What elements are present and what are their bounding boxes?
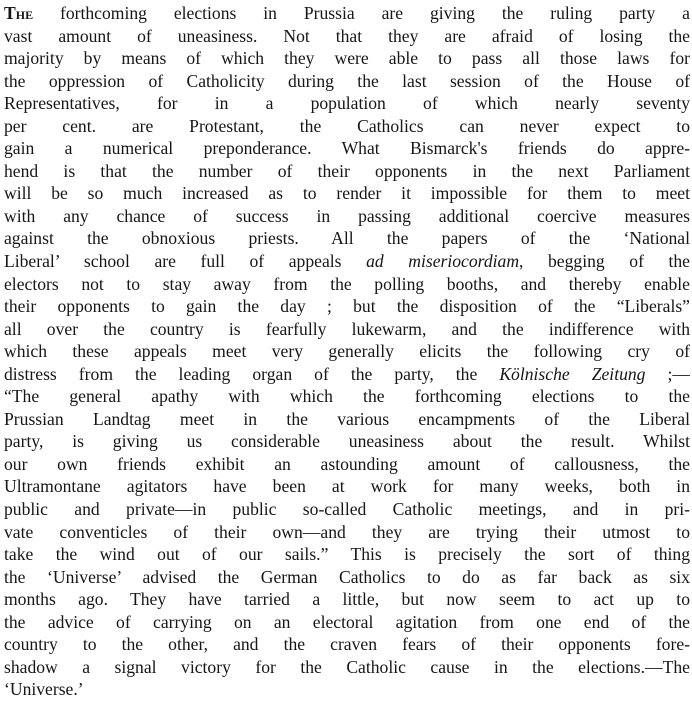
text-segment: the ‘Universe’ advised the German Catholics to do as far back as six (4, 566, 690, 587)
article-line (4, 588, 690, 611)
text-segment: ‘Universe.’ (4, 679, 84, 700)
article-line (4, 656, 690, 679)
text-segment: gain a numerical preponderance. What Bismarck's friends do appre- (4, 138, 690, 159)
article-line (4, 2, 690, 25)
italic-text: ad miseriocordiam (366, 251, 520, 272)
article-line (4, 408, 690, 431)
text-segment: vate conventicles of their own—and they are trying their utmost to (4, 521, 690, 542)
article-line (4, 137, 690, 160)
article-line (4, 318, 690, 341)
article-line (4, 160, 690, 183)
text-segment: which these appeals meet very generally elicits the following cry of (4, 341, 690, 362)
article-line (4, 340, 690, 363)
article-line (4, 182, 690, 205)
article-line (4, 227, 690, 250)
text-segment: , begging of the (519, 251, 690, 272)
text-segment: forthcoming elections in Prussia are giving the ruling party a (33, 3, 690, 23)
article-line (4, 70, 690, 93)
text-segment: per cent. are Protestant, the Catholics can never expect to (4, 115, 690, 136)
article-line (4, 566, 690, 589)
article-line (4, 273, 690, 296)
text-segment: “The general apathy with which the forthcoming elections to the (4, 386, 690, 407)
text-segment: hend is that the number of their opponents in the next Parliament (4, 160, 690, 181)
text-segment: ;— (645, 363, 690, 384)
text-segment: all over the country is fearfully lukewarm, and the indifference with (4, 318, 690, 339)
text-segment: the advice of carrying on an electoral agitation from one end of the (4, 611, 690, 632)
text-segment: with any chance of success in passing additional coercive measures (4, 205, 690, 226)
text-segment: against the obnoxious priests. All the papers of the ‘National (4, 228, 690, 249)
text-segment: The (4, 3, 34, 23)
text-segment: Liberal’ school are full of appeals (4, 251, 367, 272)
text-segment: vast amount of uneasiness. Not that they are afraid of losing the (4, 25, 690, 46)
italic-text: Kölnische Zeitung (499, 363, 646, 384)
article-line (4, 250, 690, 273)
article-line (4, 47, 690, 70)
article-line (4, 363, 690, 386)
article-line (4, 611, 690, 634)
text-segment: our own friends exhibit an astounding amount of callousness, the (4, 453, 690, 474)
text-segment: party, is giving us considerable uneasiness about the result. Whilst (4, 431, 690, 452)
article-line (4, 543, 690, 566)
news-article (4, 2, 690, 701)
article-line (4, 205, 690, 228)
article-line (4, 430, 690, 453)
article-line (4, 475, 690, 498)
text-segment: distress from the leading organ of the party, the (4, 363, 500, 384)
text-segment: shadow a signal victory for the Catholic cause in the elections.—The (4, 656, 690, 677)
article-line (4, 115, 690, 138)
article-line (4, 92, 690, 115)
text-segment: months ago. They have tarried a little, but now seem to act up to (4, 589, 690, 610)
text-segment: their opponents to gain the day ; but the disposition of the “Liberals” (4, 296, 690, 317)
text-segment: majority by means of which they were able to pass all those laws for (4, 48, 690, 69)
text-segment: the oppression of Catholicity during the last session of the House of (4, 70, 690, 91)
article-line (4, 25, 690, 48)
text-segment: Prussian Landtag meet in the various encampments of the Liberal (4, 408, 690, 429)
article-line (4, 498, 690, 521)
text-segment: Representatives, for in a population of which nearly seventy (4, 93, 690, 114)
text-segment: electors not to stay away from the polling booths, and thereby enable (4, 273, 690, 294)
text-segment: will be so much increased as to render it impossible for them to meet (4, 183, 690, 204)
text-segment: take the wind out of our sails.” This is precisely the sort of thing (4, 544, 690, 565)
article-line (4, 295, 690, 318)
article-line (4, 521, 690, 544)
text-segment: public and private—in public so-called Catholic meetings, and in pri- (4, 499, 690, 520)
article-line (4, 385, 690, 408)
article-line (4, 453, 690, 476)
text-segment: Ultramontane agitators have been at work for many weeks, both in (4, 476, 690, 497)
article-line (4, 633, 690, 656)
text-segment: country to the other, and the craven fears of their opponents fore- (4, 634, 690, 655)
